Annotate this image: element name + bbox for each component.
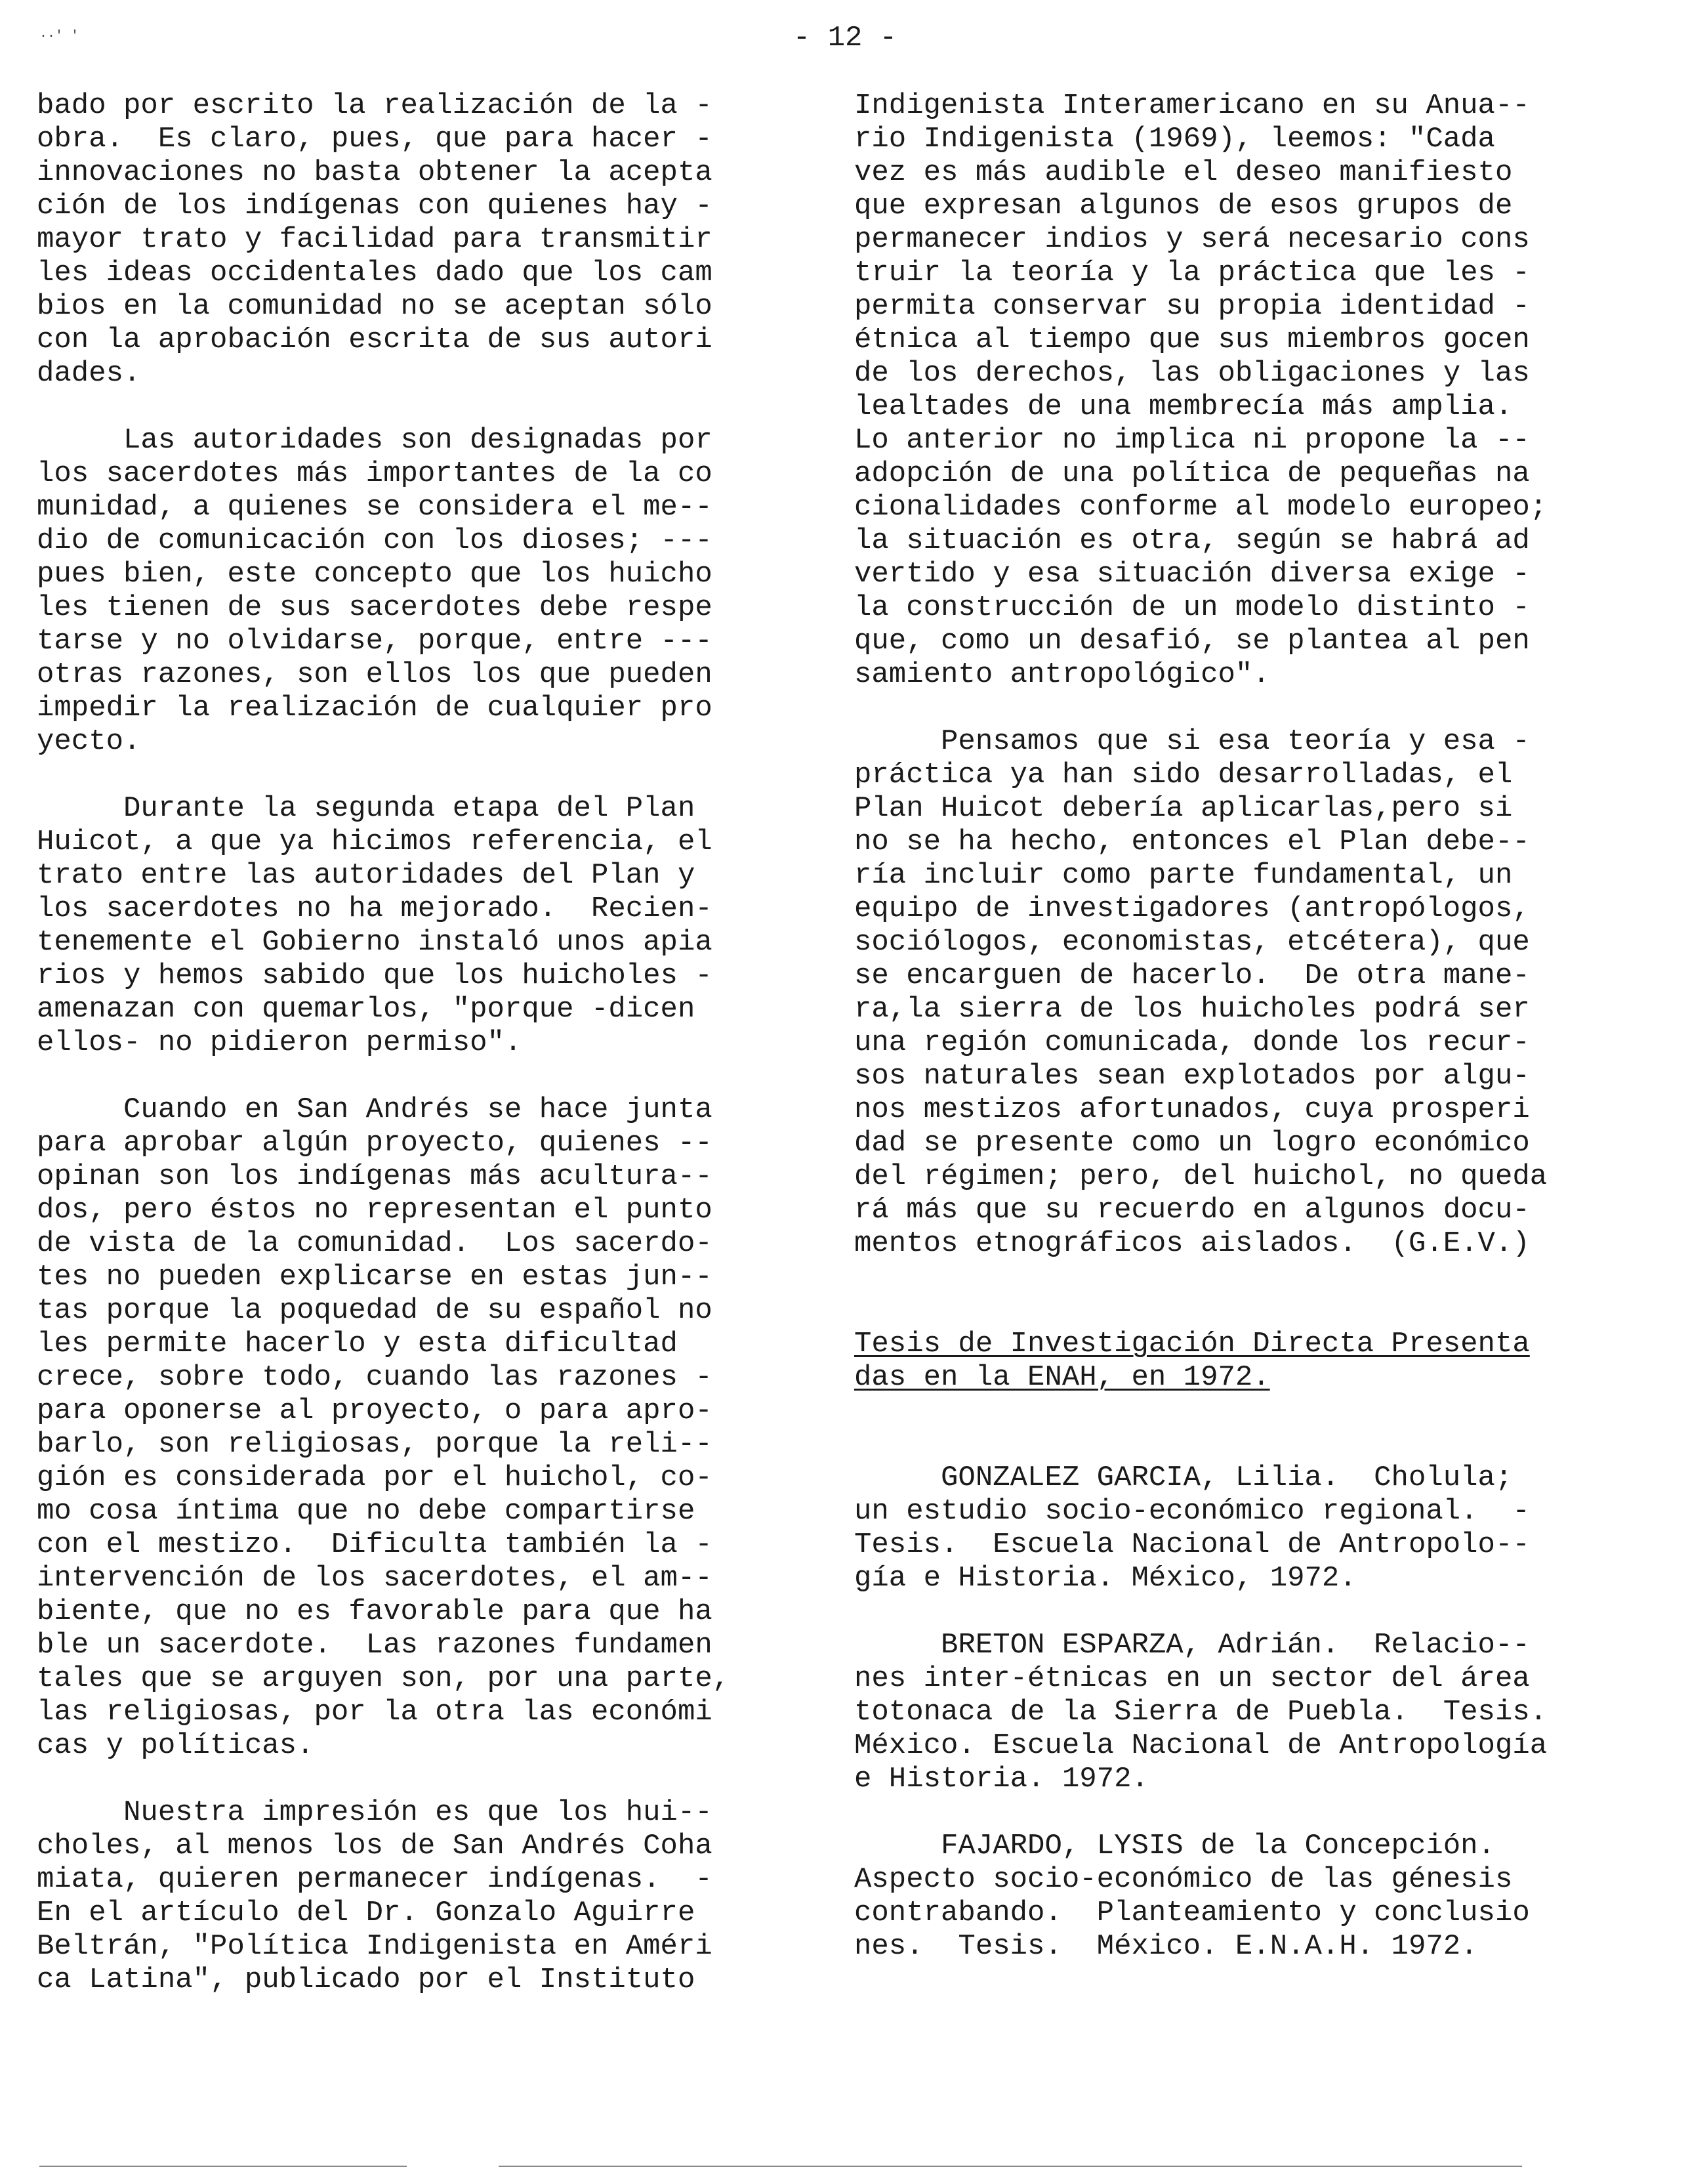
text-line: lealtades de una membrecía más amplia. [854,390,1513,423]
page-number: - 12 - [793,22,897,54]
text-line: tas porque la poquedad de su español no [37,1294,712,1327]
text-line: les ideas occidentales dado que los cam [37,257,712,289]
text-line: Indigenista Interamericano en su Anua-- [854,89,1530,122]
text-line: equipo de investigadores (antropólogos, [854,892,1530,925]
text-line: de los derechos, las obligaciones y las [854,357,1530,390]
text-line [854,1261,1661,1294]
text-line: munidad, a quienes se considera el me-- [37,491,712,524]
text-line: Aspecto socio-económico de las génesis [854,1863,1513,1896]
text-line: rios y hemos sabido que los huicholes - [37,959,712,992]
footer-rule-left [39,2166,407,2167]
text-line: Beltrán, "Política Indigenista en Améri [37,1930,712,1963]
text-line: mentos etnográficos aislados. (G.E.V.) [854,1227,1530,1260]
text-line: una región comunicada, donde los recur- [854,1026,1530,1059]
text-line: intervención de los sacerdotes, el am-- [37,1562,712,1595]
text-line: dad se presente como un logro económico [854,1127,1530,1160]
text-line: les permite hacerlo y esta dificultad [37,1328,678,1360]
text-line: nos mestizos afortunados, cuya prosperi [854,1093,1530,1126]
text-line: de vista de la comunidad. Los sacerdo- [37,1227,712,1260]
text-line: permita conservar su propia identidad - [854,290,1530,323]
text-line: con el mestizo. Dificulta también la - [37,1528,712,1561]
text-line [854,1595,1661,1629]
text-line: yecto. [37,725,141,758]
text-line: otras razones, son ellos los que pueden [37,658,712,691]
text-line: tarse y no olvidarse, porque, entre --- [37,625,712,658]
text-line: truir la teoría y la práctica que les - [854,257,1530,289]
footer-rule-right [499,2166,1522,2167]
text-line: crece, sobre todo, cuando las razones - [37,1361,712,1394]
right-column [854,89,1661,1964]
text-line: permanecer indios y será necesario cons [854,223,1530,256]
text-line: sociólogos, economistas, etcétera), que [854,926,1530,959]
section-heading-line: das en la ENAH, en 1972. [854,1361,1270,1394]
text-line: dades. [37,357,141,390]
text-line: En el artículo del Dr. Gonzalo Aguirre [37,1897,695,1929]
text-line: miata, quieren permanecer indígenas. - [37,1863,712,1896]
text-line: opinan son los indígenas más acultura-- [37,1160,712,1193]
text-line [854,692,1661,725]
text-line: choles, al menos los de San Andrés Coha [37,1830,712,1862]
text-line: dio de comunicación con los dioses; --- [37,524,712,557]
text-line: las religiosas, por la otra las económi [37,1696,712,1729]
text-line [854,1428,1661,1461]
text-line [37,1763,817,1796]
text-line: los sacerdotes no ha mejorado. Recien- [37,892,712,925]
text-line: rá más que su recuerdo en algunos docu- [854,1194,1530,1227]
text-line: ra,la sierra de los huicholes podrá ser [854,993,1530,1026]
text-line: ca Latina", publicado por el Instituto [37,1964,695,1996]
text-line: dos, pero éstos no representan el punto [37,1194,712,1227]
text-line [37,1060,817,1093]
text-line: práctica ya han sido desarrolladas, el [854,759,1513,791]
text-line: Cuando en San Andrés se hace junta [37,1093,712,1126]
text-line [854,1395,1661,1428]
text-line: Lo anterior no implica ni propone la -- [854,424,1530,457]
text-line: gión es considerada por el huichol, co- [37,1461,712,1494]
thesis-title-line: nes inter-étnicas en un sector del área [854,1662,1530,1695]
text-line: bado por escrito la realización de la - [37,89,712,122]
text-line: innovaciones no basta obtener la acepta [37,156,712,189]
text-line: étnica al tiempo que sus miembros gocen [854,324,1530,356]
text-line: México. Escuela Nacional de Antropología [854,1729,1548,1762]
text-line: vez es más audible el deseo manifiesto [854,156,1513,189]
text-line: Tesis. Escuela Nacional de Antropolo-- [854,1528,1530,1561]
text-line: mo cosa íntima que no debe compartirse [37,1495,695,1528]
text-line: que expresan algunos de esos grupos de [854,190,1513,222]
thesis-title-line: un estudio socio-económico regional. - [854,1495,1530,1528]
text-line: con la aprobación escrita de sus autori [37,324,712,356]
text-line: biente, que no es favorable para que ha [37,1595,712,1628]
text-line: obra. Es claro, pues, que para hacer - [37,123,712,156]
text-line: e Historia. 1972. [854,1763,1149,1796]
thesis-title-line: nes. Tesis. México. E.N.A.H. 1972. [854,1930,1478,1963]
text-line: impedir la realización de cualquier pro [37,692,712,724]
text-line: la situación es otra, según se habrá ad [854,524,1530,557]
scan-artifact-mark: ··' ' [39,29,79,44]
text-line: la construcción de un modelo distinto - [854,591,1530,624]
text-line: cionalidades conforme al modelo europeo; [854,491,1548,524]
text-line: cas y políticas. [37,1729,314,1762]
thesis-title-line: contrabando. Planteamiento y conclusio [854,1897,1530,1929]
text-line: bios en la comunidad no se aceptan sólo [37,290,712,323]
section-heading-line: Tesis de Investigación Directa Presenta [854,1328,1530,1360]
text-line: pues bien, este concepto que los huicho [37,558,712,591]
text-line: GONZALEZ GARCIA, Lilia. Cholula; [854,1461,1513,1494]
text-line [854,1796,1661,1830]
text-line: barlo, son religiosas, porque la reli-- [37,1428,712,1461]
text-line: mayor trato y facilidad para transmitir [37,223,712,256]
text-line: ble un sacerdote. Las razones fundamen [37,1629,712,1662]
text-line: Plan Huicot debería aplicarlas,pero si [854,792,1513,825]
text-line: Pensamos que si esa teoría y esa - [854,725,1530,758]
text-line [37,759,817,792]
text-line: les tienen de sus sacerdotes debe respe [37,591,712,624]
text-line: Las autoridades son designadas por [37,424,712,457]
text-line: adopción de una política de pequeñas na [854,457,1530,490]
text-line: samiento antropológico". [854,658,1270,691]
thesis-title-line: totonaca de la Sierra de Puebla. Tesis. [854,1696,1548,1729]
text-line: ción de los indígenas con quienes hay - [37,190,712,222]
text-line: para aprobar algún proyecto, quienes -- [37,1127,712,1160]
text-line: sos naturales sean explotados por algu- [854,1060,1530,1093]
text-line: que, como un desafió, se plantea al pen [854,625,1530,658]
text-line [37,390,817,424]
text-line: rio Indigenista (1969), leemos: "Cada [854,123,1495,156]
text-line: gía e Historia. México, 1972. [854,1562,1357,1595]
text-line [854,1294,1661,1328]
text-line: ellos- no pidieron permiso". [37,1026,522,1059]
text-line: tales que se arguyen son, por una parte, [37,1662,730,1695]
text-line: se encarguen de hacerlo. De otra mane- [854,959,1530,992]
text-line: ría incluir como parte fundamental, un [854,859,1513,892]
text-line: Huicot, a que ya hicimos referencia, el [37,826,712,858]
text-line: del régimen; pero, del huichol, no queda [854,1160,1548,1193]
text-line: vertido y esa situación diversa exige - [854,558,1530,591]
text-line: BRETON ESPARZA, Adrián. Relacio-- [854,1629,1530,1662]
text-line: Durante la segunda etapa del Plan [37,792,695,825]
text-line: FAJARDO, LYSIS de la Concepción. [854,1830,1495,1862]
text-line: tes no pueden explicarse en estas jun-- [37,1261,712,1293]
text-line: para oponerse al proyecto, o para apro- [37,1395,712,1427]
text-line: trato entre las autoridades del Plan y [37,859,695,892]
text-line: amenazan con quemarlos, "porque -dicen [37,993,695,1026]
text-line: tenemente el Gobierno instaló unos apia [37,926,712,959]
text-line: los sacerdotes más importantes de la co [37,457,712,490]
text-line: Nuestra impresión es que los hui-- [37,1796,712,1829]
left-column [37,89,817,1997]
text-line: no se ha hecho, entonces el Plan debe-- [854,826,1530,858]
